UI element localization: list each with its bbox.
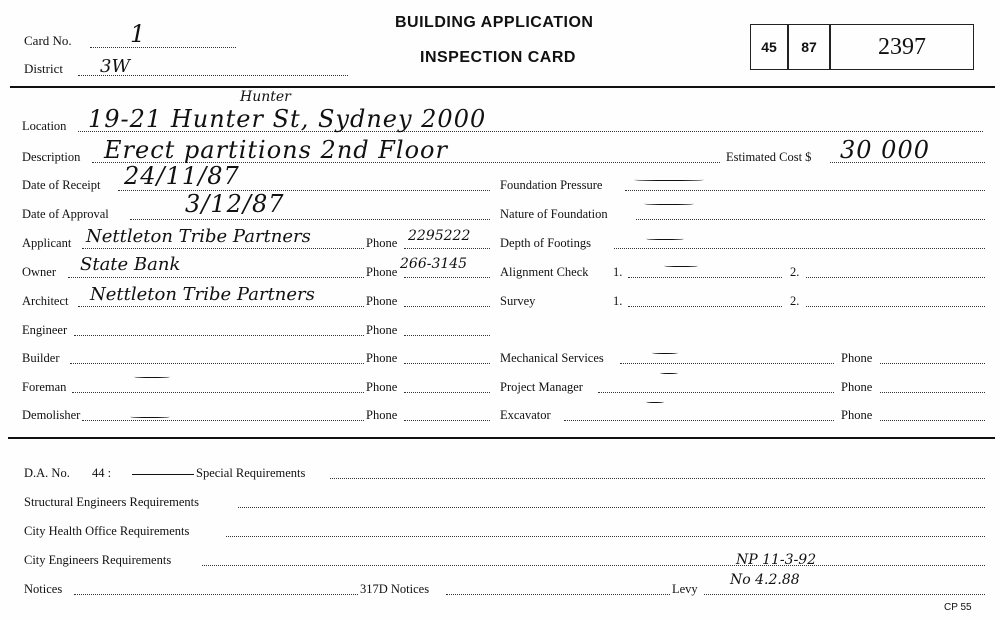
ref-box-2-value: 87 (801, 39, 817, 55)
levy-note: No 4.2.88 (730, 572, 800, 588)
card-title-line2: INSPECTION CARD (420, 49, 576, 66)
excavator-label: Excavator (500, 408, 551, 422)
date-approval-label: Date of Approval (22, 207, 109, 221)
survey-label: Survey (500, 294, 536, 308)
owner-phone-label: Phone (366, 265, 398, 279)
health-line (226, 536, 985, 537)
special-req-line (330, 478, 985, 479)
foreman-label: Foreman (22, 380, 67, 394)
estimated-cost-value: 30 000 (840, 136, 930, 164)
district-label: District (24, 61, 63, 76)
foreman-phone-line (404, 392, 490, 393)
demolisher-line (82, 420, 364, 421)
mechanical-phone-label: Phone (841, 351, 873, 365)
levy-line (704, 594, 985, 595)
mechanical-line (620, 363, 834, 364)
mechanical-dash (652, 351, 678, 354)
engineer-label: Engineer (22, 323, 68, 337)
ref-number-value: 2397 (878, 34, 926, 60)
owner-phone-line (404, 277, 490, 278)
alignment-item2-line (806, 277, 985, 278)
engineers-line (202, 565, 985, 566)
excavator-phone-label: Phone (841, 408, 873, 422)
survey-item1-label: 1. (613, 294, 623, 308)
top-rule (10, 86, 995, 88)
excavator-line (564, 420, 834, 421)
notices-line (74, 594, 358, 595)
project-manager-phone-line (880, 392, 985, 393)
builder-phone-label: Phone (366, 351, 398, 365)
da-label: D.A. No. (24, 466, 70, 480)
mechanical-label: Mechanical Services (500, 351, 604, 365)
architect-line (78, 306, 364, 307)
depth-footings-dash (646, 237, 684, 240)
alignment-check-label: Alignment Check (500, 265, 589, 279)
survey-item2-label: 2. (790, 294, 800, 308)
owner-value: State Bank (80, 254, 181, 275)
project-manager-phone-label: Phone (841, 380, 873, 394)
alignment-check-dash (664, 264, 698, 267)
health-label: City Health Office Requirements (24, 524, 190, 538)
alignment-item2-label: 2. (790, 265, 800, 279)
applicant-label: Applicant (22, 236, 72, 250)
foundation-pressure-label: Foundation Pressure (500, 178, 603, 192)
description-label: Description (22, 150, 81, 164)
card-no-value: 1 (130, 20, 147, 48)
da-dash (132, 474, 194, 475)
levy-label: Levy (672, 582, 698, 596)
architect-phone-line (404, 306, 490, 307)
builder-line (70, 363, 364, 364)
alignment-item1-label: 1. (613, 265, 623, 279)
architect-phone-label: Phone (366, 294, 398, 308)
estimated-cost-label: Estimated Cost $ (726, 150, 812, 164)
date-approval-value: 3/12/87 (185, 190, 285, 218)
depth-footings-label: Depth of Footings (500, 236, 591, 250)
nature-foundation-dash (644, 202, 694, 205)
card-no-line (90, 47, 236, 48)
alignment-item1-line (628, 277, 782, 278)
excavator-dash (646, 400, 664, 403)
date-approval-line (130, 219, 490, 220)
date-receipt-label: Date of Receipt (22, 178, 101, 192)
builder-phone-line (404, 363, 490, 364)
location-value: 19-21 Hunter St, Sydney 2000 (88, 105, 487, 133)
engineer-phone-label: Phone (366, 323, 398, 337)
engineers-note: NP 11-3-92 (736, 552, 817, 568)
foreman-phone-label: Phone (366, 380, 398, 394)
applicant-value: Nettleton Tribe Partners (86, 226, 311, 247)
owner-phone-value: 266-3145 (400, 256, 468, 272)
foreman-line (72, 392, 364, 393)
ref-box-2 (788, 24, 830, 70)
ref-number-box (830, 24, 974, 70)
notices-317d-line (446, 594, 670, 595)
structural-line (238, 507, 985, 508)
applicant-phone-label: Phone (366, 236, 398, 250)
engineer-line (74, 335, 364, 336)
foundation-pressure-dash (634, 178, 704, 181)
demolisher-label: Demolisher (22, 408, 81, 422)
excavator-phone-line (880, 420, 985, 421)
special-req-label: Special Requirements (196, 466, 306, 480)
description-value: Erect partitions 2nd Floor (104, 136, 448, 164)
date-receipt-value: 24/11/87 (124, 162, 240, 190)
notices-label: Notices (24, 582, 63, 596)
foreman-dash (134, 375, 170, 378)
depth-footings-line (614, 248, 985, 249)
ref-box-1 (750, 24, 788, 70)
engineers-label: City Engineers Requirements (24, 553, 172, 567)
architect-value: Nettleton Tribe Partners (90, 284, 315, 305)
owner-label: Owner (22, 265, 57, 279)
applicant-line (82, 248, 364, 249)
demolisher-phone-label: Phone (366, 408, 398, 422)
ref-box-1-value: 45 (761, 39, 777, 55)
date-receipt-line (118, 190, 490, 191)
structural-label: Structural Engineers Requirements (24, 495, 199, 509)
owner-line (68, 277, 364, 278)
nature-foundation-line (636, 219, 985, 220)
project-manager-label: Project Manager (500, 380, 583, 394)
survey-item1-line (628, 306, 782, 307)
card-title-line1: BUILDING APPLICATION (395, 14, 594, 31)
engineer-phone-line (404, 335, 490, 336)
form-code: CP 55 (944, 602, 972, 613)
project-manager-line (598, 392, 834, 393)
survey-item2-line (806, 306, 985, 307)
location-insert: Hunter (240, 89, 291, 105)
location-label: Location (22, 119, 67, 133)
applicant-phone-line (404, 248, 490, 249)
applicant-phone-value: 2295222 (408, 228, 471, 244)
notices-317d-label: 317D Notices (360, 582, 430, 596)
builder-label: Builder (22, 351, 60, 365)
foundation-pressure-line (625, 190, 985, 191)
nature-foundation-label: Nature of Foundation (500, 207, 608, 221)
da-value: 44 : (92, 466, 112, 480)
architect-label: Architect (22, 294, 69, 308)
mechanical-phone-line (880, 363, 985, 364)
card-no-label: Card No. (24, 33, 72, 48)
middle-rule (8, 437, 995, 439)
demolisher-phone-line (404, 420, 490, 421)
demolisher-dash (130, 415, 170, 418)
district-value: 3W (100, 56, 130, 77)
project-manager-dash (660, 371, 678, 374)
